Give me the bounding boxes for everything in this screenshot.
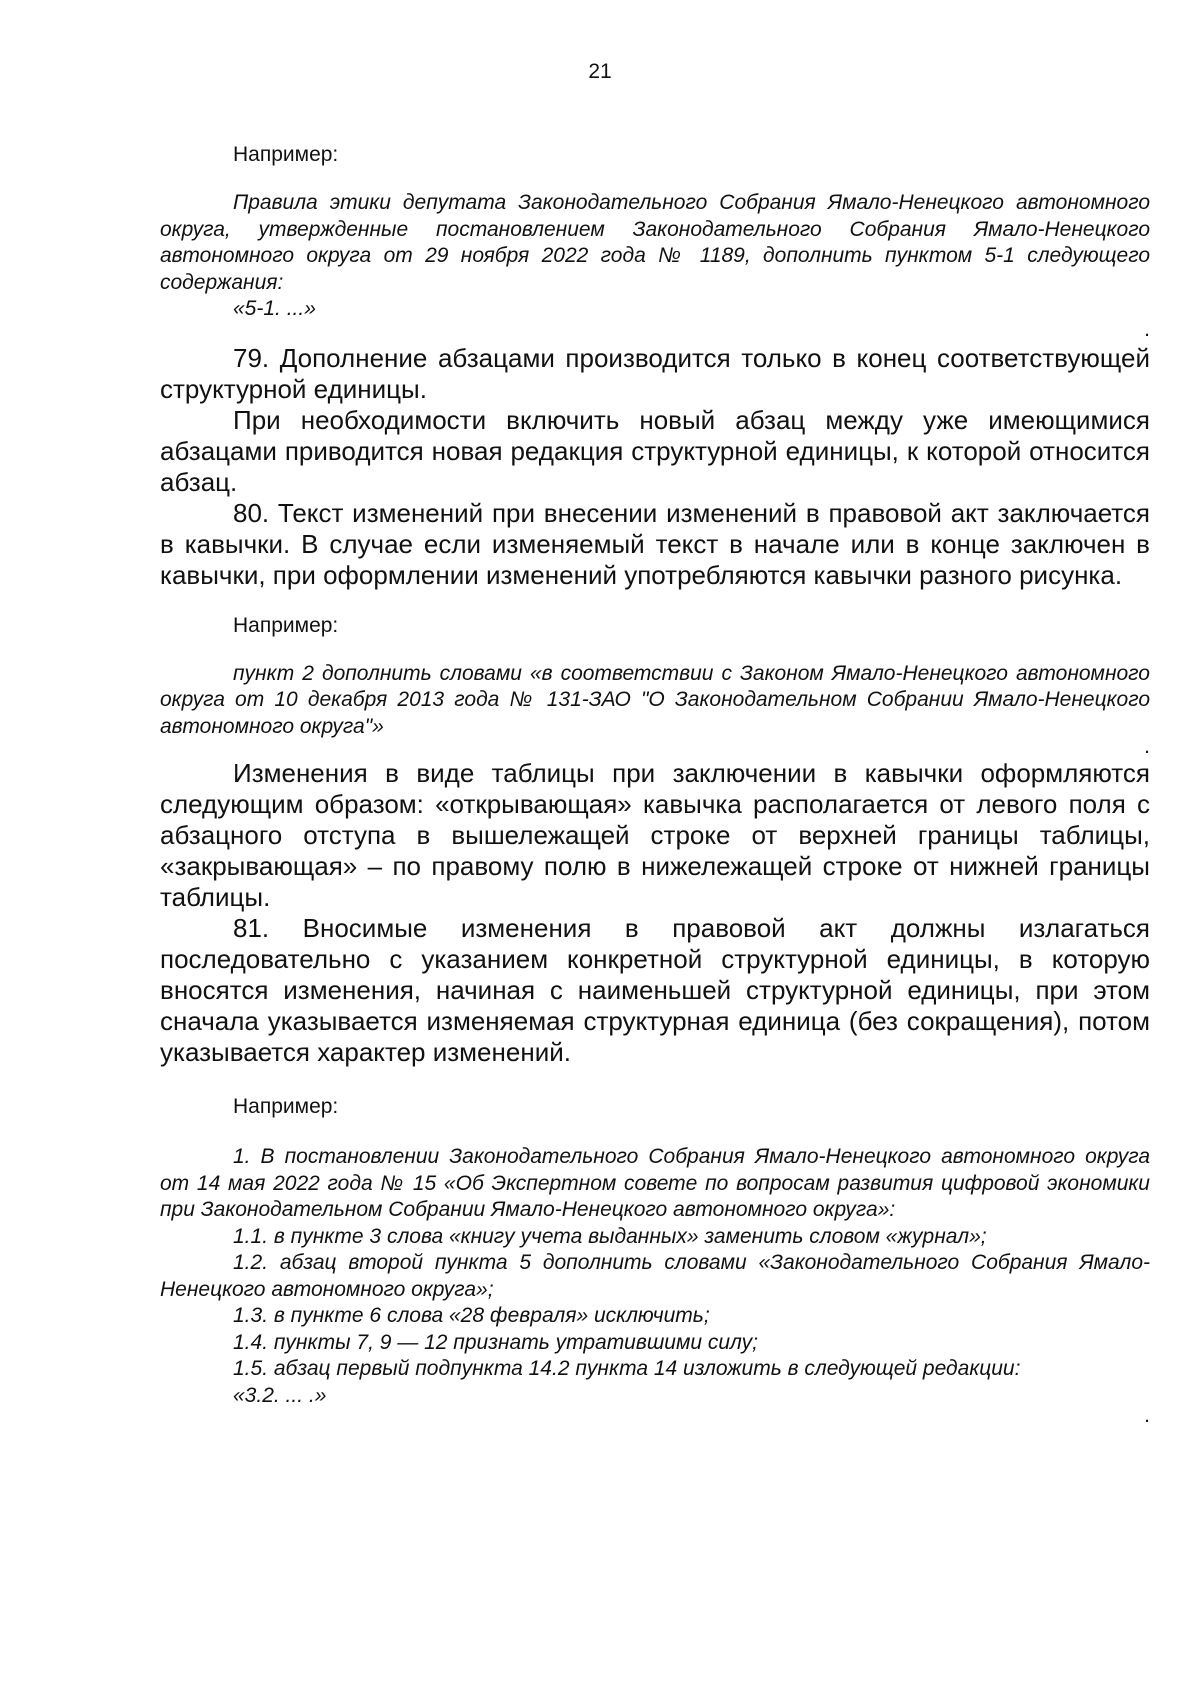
example-label: Например: [233, 613, 339, 637]
example-label: Например: [233, 1095, 339, 1118]
example-3-item-4: 1.4. пункты 7, 9 — 12 признать утратившими силу; [233, 1330, 758, 1354]
example-3-intro: 1. В постановлении Законодательного Собрания Ямало-Ненецкого автономного округа от 14 мая 2022 года № 15 «Об Экспертном совете по вопросам развития цифровой экономики при Законодательном Собрании Ямало-Ненецкого автономного округа»: [160, 1145, 1150, 1221]
example-1-text: Правила этики депутата Законодательного Собрания Ямало-Ненецкого автономного округа, утвержденные постановлением Законодательного Собрания Ямало-Ненецкого автономного округа от 29 ноября 2022 года № 1189, дополнить пунктом 5-1 следующего содержания: [160, 191, 1150, 294]
example-3-item-5: 1.5. абзац первый подпункта 14.2 пункта 14 изложить в следующей редакции: [233, 1357, 1021, 1380]
example-1-quote: «5-1. ...» [233, 297, 316, 320]
paragraph-80: 80. Текст изменений при внесении изменений в правовой акт заключается в кавычки. В случае если изменяемый текст в начале или в конце заключен в кавычки, при оформлении изменений употребляются кавычки разного рисунка. [160, 497, 1150, 590]
page-number: 21 [588, 60, 612, 83]
example-3-end-dot: . [1144, 1404, 1150, 1427]
example-2-end-dot: . [1144, 735, 1150, 758]
example-label: Например: [233, 143, 339, 166]
document-body [160, 140, 1150, 1427]
example-3-item-2: 1.2. абзац второй пункта 5 дополнить словами «Законодательного Собрания Ямало-Ненецкого автономного округа»; [160, 1251, 1150, 1301]
example-3-item-3: 1.3. в пункте 6 слова «28 февраля» исключить; [233, 1304, 710, 1327]
example-3-item-1: 1.1. в пункте 3 слова «книгу учета выданных» заменить словом «журнал»; [233, 1224, 987, 1248]
paragraph-79-continued: При необходимости включить новый абзац между уже имеющимися абзацами приводится новая редакция структурной единицы, к которой относится абзац. [160, 404, 1150, 497]
example-2-text: пункт 2 дополнить словами «в соответствии с Законом Ямало-Ненецкого автономного округа от 10 декабря 2013 года № 131-ЗАО "О Законодательном Собрании Ямало-Ненецкого автономного округа"» [160, 661, 1150, 738]
paragraph-81: 81. Вносимые изменения в правовой акт должны излагаться последовательно с указанием конкретной структурной единицы, в которую вносятся изменения, начиная с наименьшей структурной единицы, при этом сначала указывается изменяемая структурная единица (без сокращения), потом указывается характер изменений. [160, 913, 1150, 1067]
paragraph-79: 79. Дополнение абзацами производится только в конец соответствующей структурной единицы. [160, 342, 1150, 404]
paragraph-80-table-quotes: Изменения в виде таблицы при заключении в кавычки оформляются следующим образом: «открывающая» кавычка располагается от левого поля с абзацного отступа в вышележащей строке от верхней границы таблицы, «закрывающая» – по правому полю в нижележащей строке от нижней границы таблицы. [160, 758, 1150, 912]
example-1-end-dot: . [1144, 317, 1150, 341]
example-3-quote: «3.2. ... .» [233, 1383, 327, 1407]
